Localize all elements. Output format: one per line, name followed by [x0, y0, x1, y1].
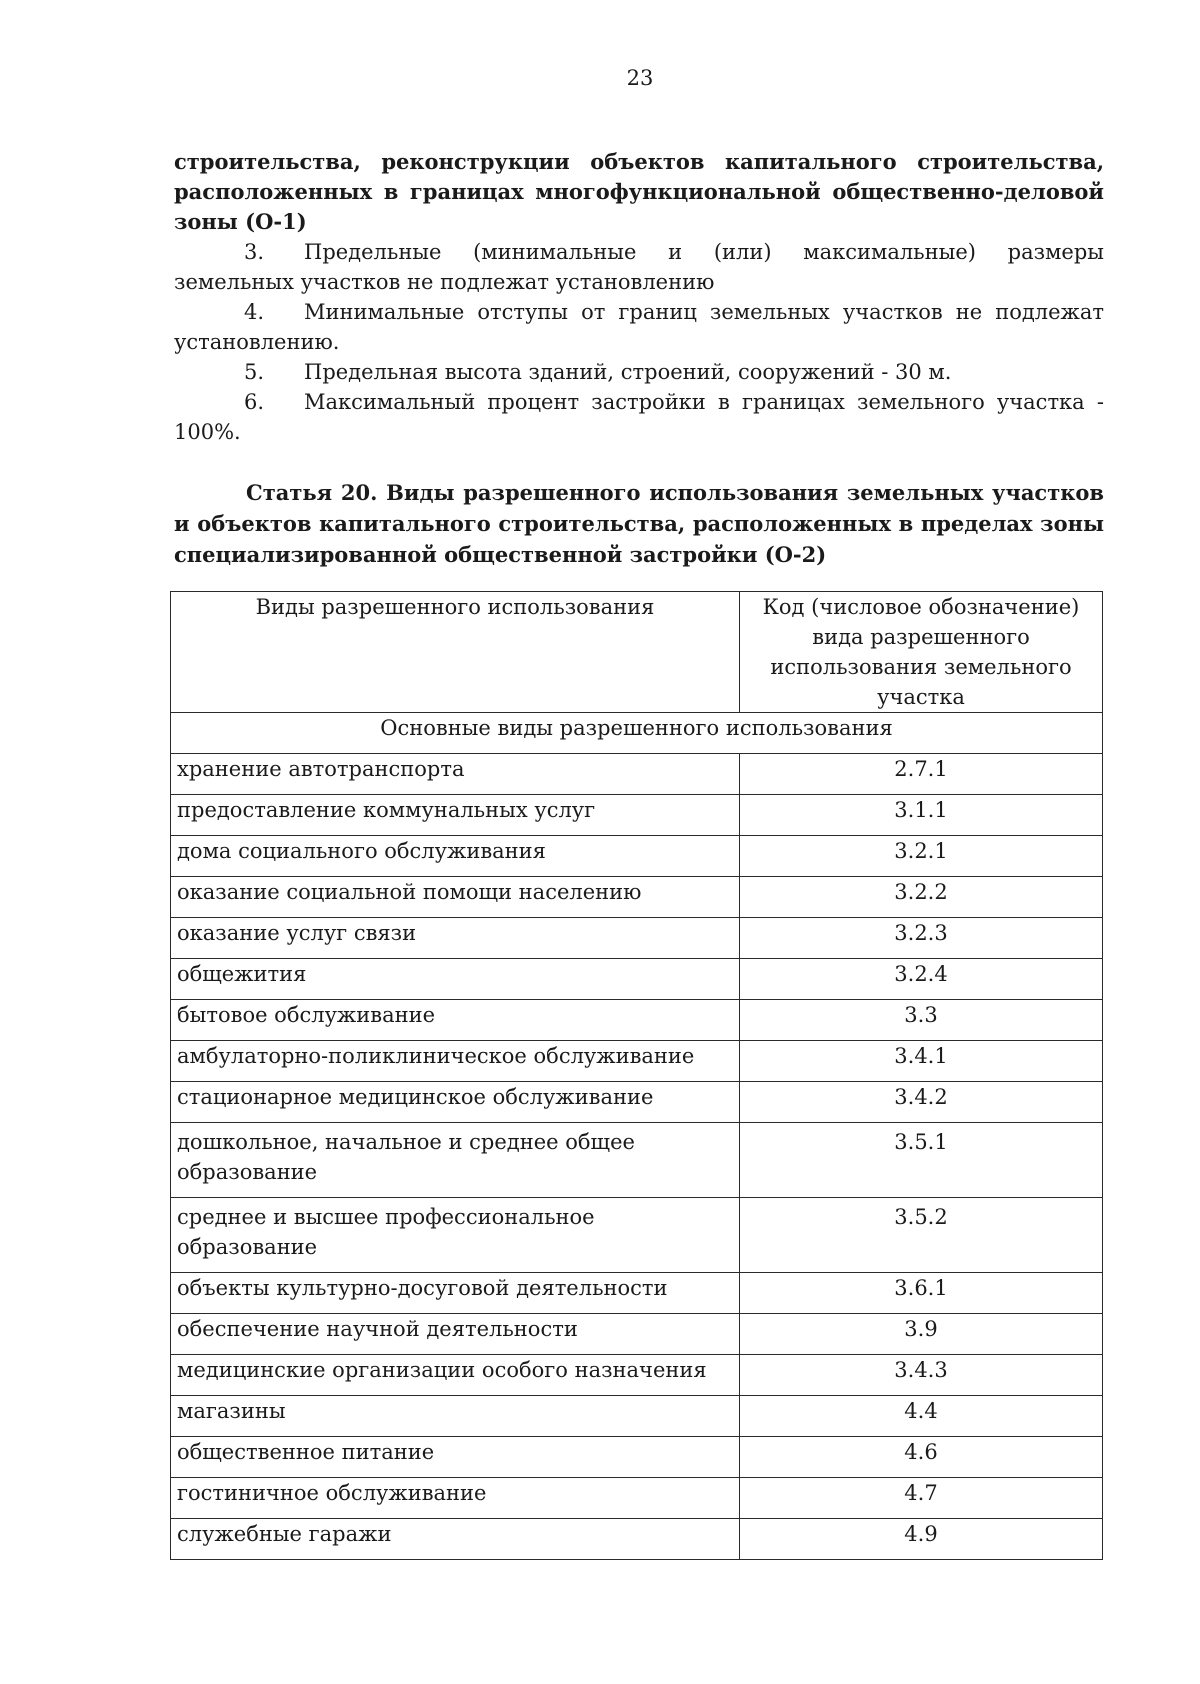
- section-row: [171, 713, 1103, 754]
- use-name: оказание социальной помощи населению: [171, 877, 740, 918]
- use-code: 3.4.2: [740, 1082, 1103, 1123]
- item-text: Минимальные отступы от границ земельных участков не подлежат установлению.: [174, 300, 1104, 354]
- use-name: служебные гаражи: [171, 1519, 740, 1560]
- item-5: [174, 357, 1104, 387]
- table-row: [171, 877, 1103, 918]
- use-name: бытовое обслуживание: [171, 1000, 740, 1041]
- use-name: общежития: [171, 959, 740, 1000]
- table-row: [171, 1000, 1103, 1041]
- use-code: 3.5.2: [740, 1198, 1103, 1273]
- table-row: [171, 1519, 1103, 1560]
- item-number: 6.: [244, 390, 265, 414]
- use-name: хранение автотранспорта: [171, 754, 740, 795]
- use-name: стационарное медицинское обслуживание: [171, 1082, 740, 1123]
- use-code: 3.4.1: [740, 1041, 1103, 1082]
- table-row: [171, 1355, 1103, 1396]
- table-row: [171, 836, 1103, 877]
- use-code: 3.2.1: [740, 836, 1103, 877]
- use-code: 3.1.1: [740, 795, 1103, 836]
- table-row: [171, 795, 1103, 836]
- use-code: 3.5.1: [740, 1123, 1103, 1198]
- use-code: 3.9: [740, 1314, 1103, 1355]
- table-row: [171, 1123, 1103, 1198]
- item-number: 4.: [244, 300, 265, 324]
- table-row: [171, 1041, 1103, 1082]
- item-text: Предельная высота зданий, строений, сооружений - 30 м.: [304, 360, 952, 384]
- use-name: дома социального обслуживания: [171, 836, 740, 877]
- use-code: 3.2.2: [740, 877, 1103, 918]
- table-row: [171, 1478, 1103, 1519]
- item-4: [174, 297, 1104, 357]
- use-name: дошкольное, начальное и среднее общее образование: [171, 1123, 740, 1198]
- use-name: оказание услуг связи: [171, 918, 740, 959]
- item-3: [174, 237, 1104, 297]
- use-name: обеспечение научной деятельности: [171, 1314, 740, 1355]
- use-code: 3.2.4: [740, 959, 1103, 1000]
- col-header-code: Код (числовое обозначение) вида разрешенного использования земельного участка: [740, 592, 1103, 713]
- use-name: объекты культурно-досуговой деятельности: [171, 1273, 740, 1314]
- table-row: [171, 1082, 1103, 1123]
- use-name: среднее и высшее профессиональное образование: [171, 1198, 740, 1273]
- document-body: [174, 147, 1104, 591]
- use-code: 3.3: [740, 1000, 1103, 1041]
- use-code: 4.7: [740, 1478, 1103, 1519]
- use-name: амбулаторно-поликлиническое обслуживание: [171, 1041, 740, 1082]
- continued-heading: строительства, реконструкции объектов капитального строительства, расположенных в границах многофункциональной общественно-деловой зоны (О-1): [174, 149, 1104, 234]
- col-header-use-type: Виды разрешенного использования: [171, 592, 740, 713]
- item-number: 5.: [244, 360, 265, 384]
- table-row: [171, 1396, 1103, 1437]
- section-title: Основные виды разрешенного использования: [171, 713, 1103, 754]
- table-header-row: [171, 592, 1103, 713]
- page-number: 23: [626, 66, 654, 90]
- use-code: 4.6: [740, 1437, 1103, 1478]
- item-text: Предельные (минимальные и (или) максимальные) размеры земельных участков не подлежат установлению: [174, 240, 1104, 294]
- use-code: 3.2.3: [740, 918, 1103, 959]
- use-code: 3.4.3: [740, 1355, 1103, 1396]
- item-6: [174, 387, 1104, 447]
- use-code: 4.9: [740, 1519, 1103, 1560]
- use-name: гостиничное обслуживание: [171, 1478, 740, 1519]
- item-number: 3.: [244, 240, 265, 264]
- table-row: [171, 754, 1103, 795]
- use-name: предоставление коммунальных услуг: [171, 795, 740, 836]
- permitted-use-table: [170, 591, 1103, 1560]
- use-code: 4.4: [740, 1396, 1103, 1437]
- use-name: общественное питание: [171, 1437, 740, 1478]
- table-row: [171, 1314, 1103, 1355]
- use-code: 2.7.1: [740, 754, 1103, 795]
- use-code: 3.6.1: [740, 1273, 1103, 1314]
- table-row: [171, 1437, 1103, 1478]
- article-heading: Статья 20. Виды разрешенного использования земельных участков и объектов капитального строительства, расположенных в пределах зоны специализированной общественной застройки (О-2): [174, 480, 1104, 567]
- table-row: [171, 959, 1103, 1000]
- item-text: Максимальный процент застройки в границах земельного участка - 100%.: [174, 390, 1104, 444]
- use-name: медицинские организации особого назначения: [171, 1355, 740, 1396]
- table-row: [171, 1198, 1103, 1273]
- table-row: [171, 1273, 1103, 1314]
- use-name: магазины: [171, 1396, 740, 1437]
- table-row: [171, 918, 1103, 959]
